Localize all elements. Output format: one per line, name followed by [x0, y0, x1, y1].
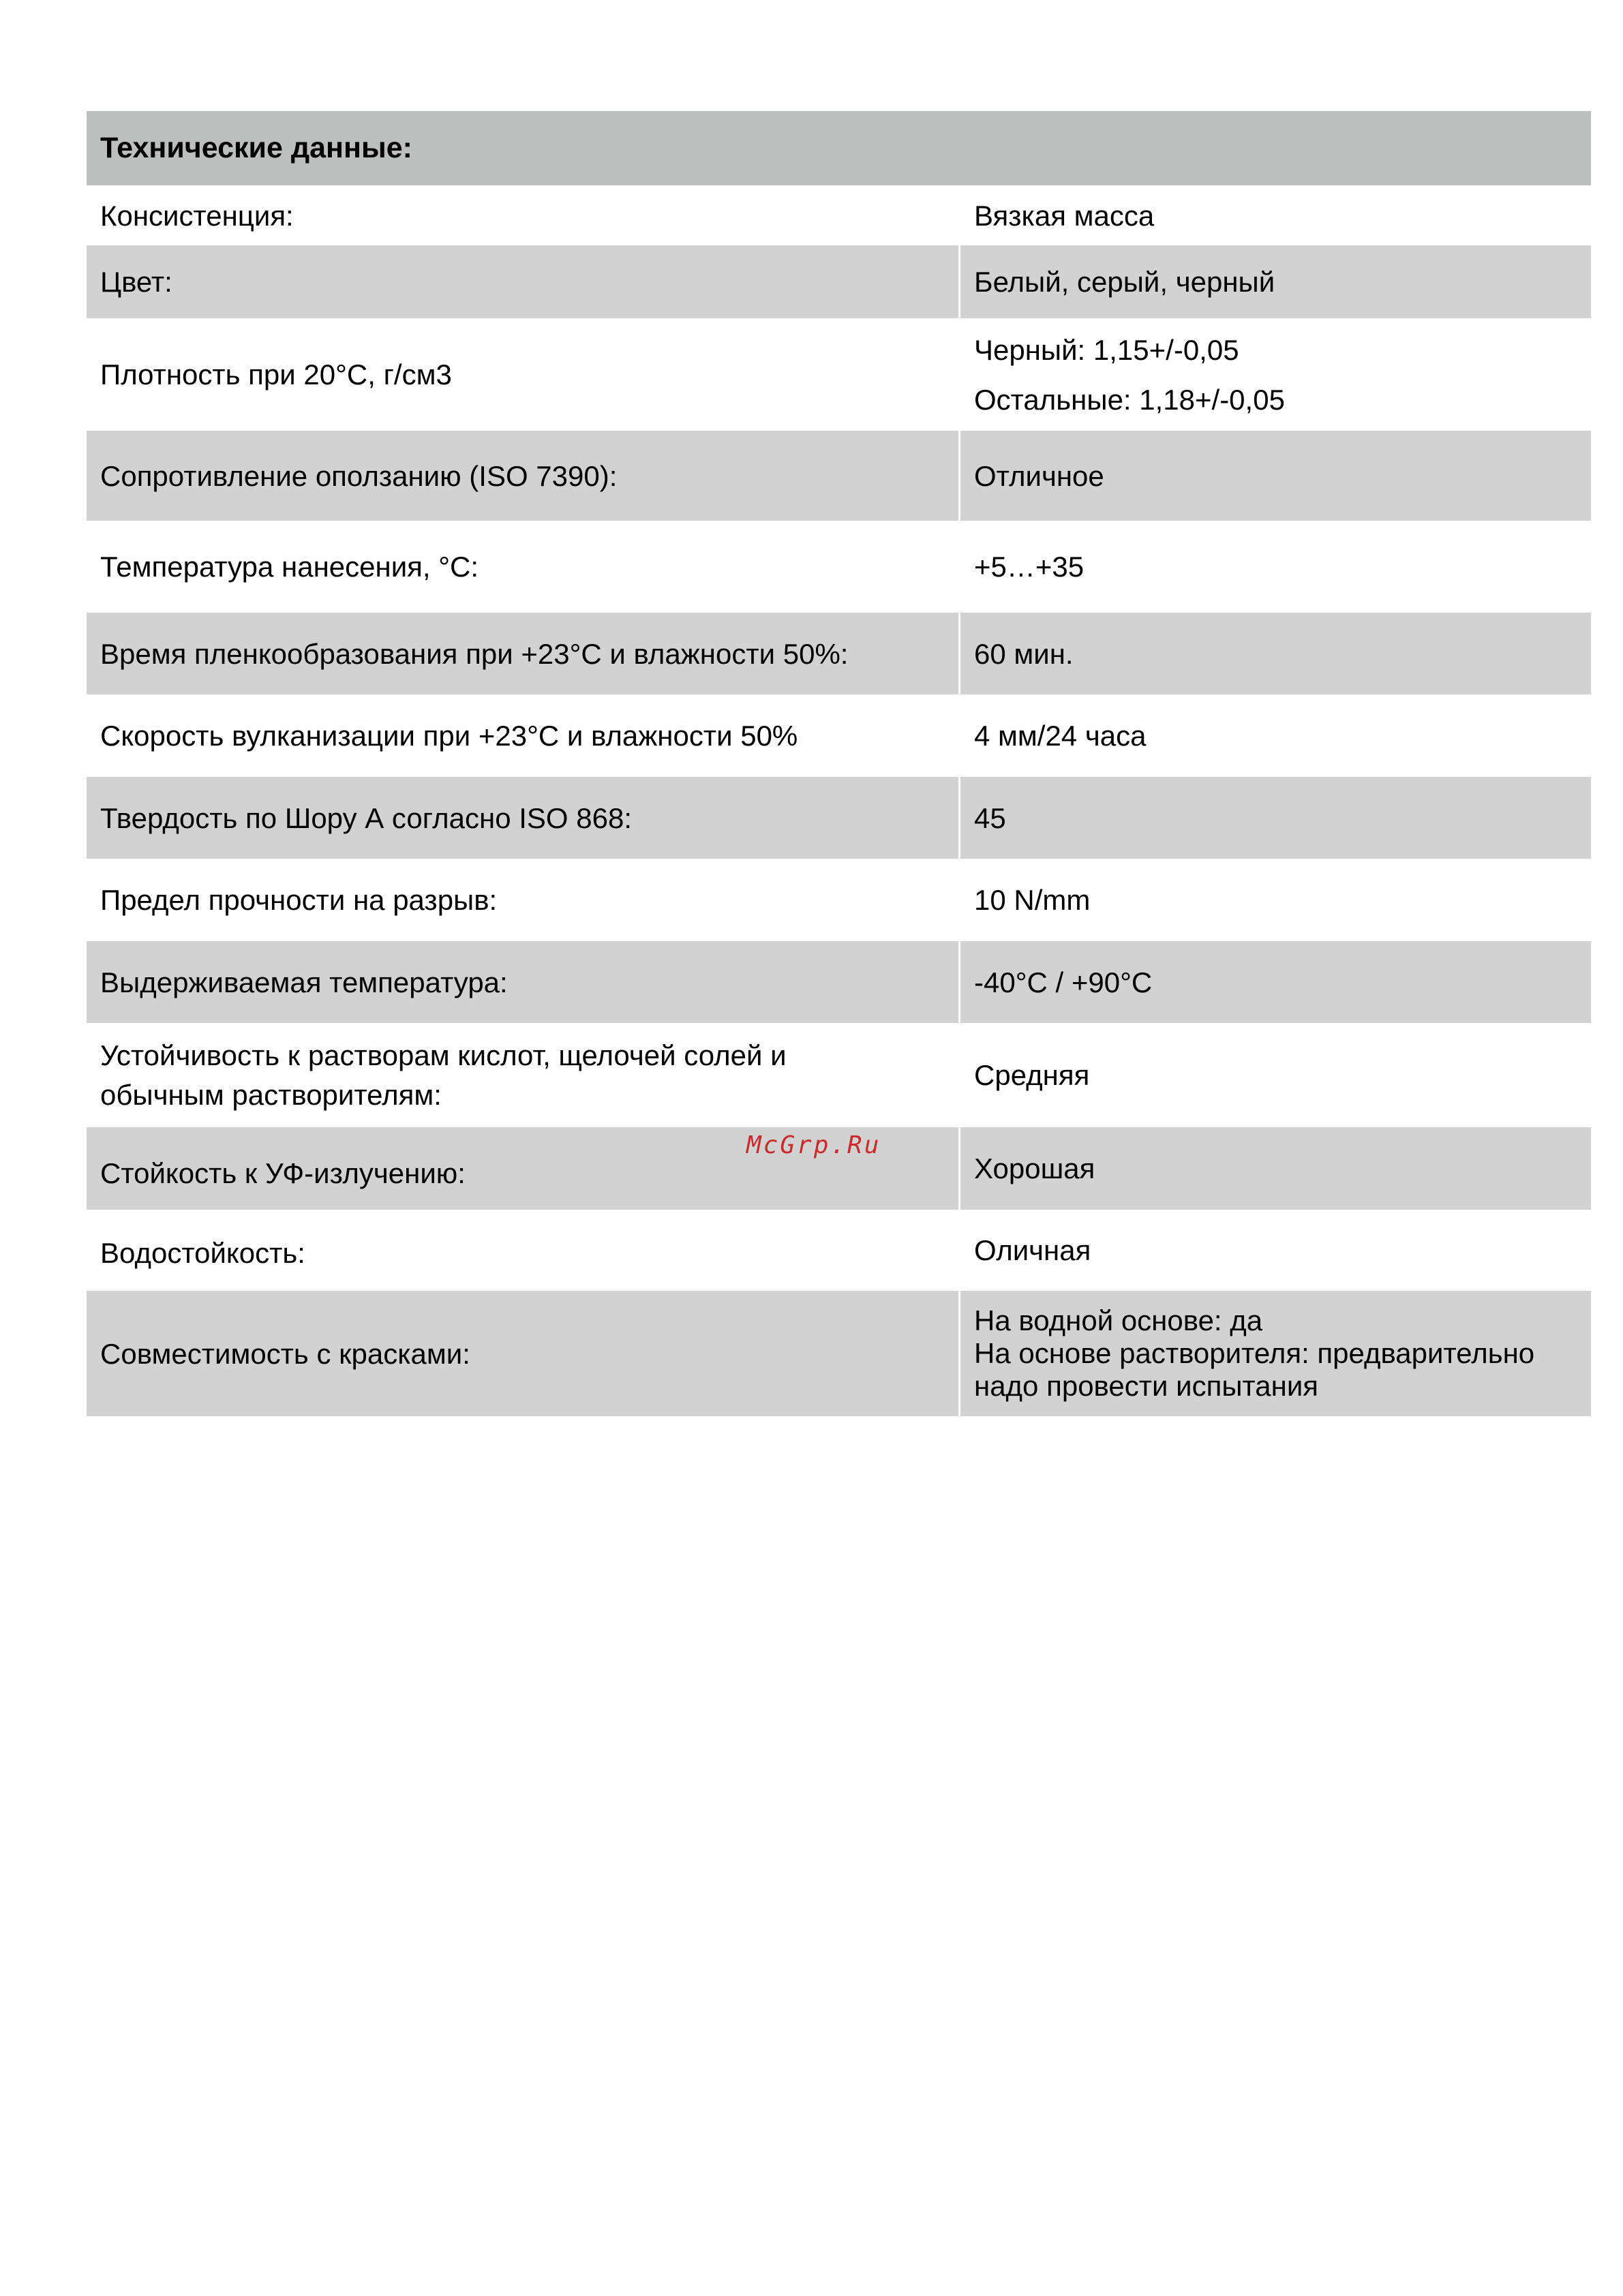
- table-row: [87, 521, 1591, 613]
- row-value: [960, 245, 1591, 318]
- table-row: [87, 694, 1591, 777]
- row-label: Скорость вулканизации при +23°C и влажности 50%: [100, 720, 798, 752]
- row-value: [960, 941, 1591, 1023]
- watermark: McGrp.Ru: [746, 1131, 881, 1159]
- row-value: [960, 694, 1591, 777]
- technical-data-table: [87, 111, 1591, 1416]
- row-value: [960, 1291, 1591, 1416]
- row-value-line: 4 мм/24 часа: [974, 720, 1147, 752]
- row-value: [960, 613, 1591, 694]
- table-row: [87, 941, 1591, 1023]
- row-value-line: Оличная: [974, 1234, 1091, 1266]
- table-row: [87, 245, 1591, 318]
- row-label-line: обычным растворителям:: [100, 1079, 442, 1111]
- row-value-line: Остальные: 1,18+/-0,05: [974, 383, 1285, 416]
- row-label-line: Устойчивость к растворам кислот, щелочей солей и: [100, 1039, 787, 1071]
- row-label-text: Стойкость к УФ-излучению:: [100, 1157, 466, 1189]
- row-value: [960, 318, 1591, 431]
- row-label: [87, 1023, 960, 1127]
- row-label: Цвет:: [87, 245, 960, 318]
- row-label: Совместимость с красками:: [87, 1291, 960, 1416]
- table-title: Технические данные:: [87, 111, 1591, 185]
- row-value: [960, 859, 1591, 941]
- table-row: [87, 1023, 1591, 1127]
- table-row: [87, 613, 1591, 694]
- table-row: [87, 185, 1591, 245]
- row-value-line: Белый, серый, черный: [974, 266, 1275, 298]
- row-label: Время пленкообразования при +23°C и влажности 50%:: [87, 613, 960, 694]
- row-label: Консистенция:: [100, 199, 294, 232]
- row-value-line: Хорошая: [974, 1152, 1095, 1184]
- table-row: [87, 1210, 1591, 1291]
- row-label: Твердость по Шору А согласно ISO 868:: [87, 777, 960, 859]
- row-value: [960, 777, 1591, 859]
- row-label-text: Водостойкость:: [100, 1237, 305, 1269]
- row-label: Предел прочности на разрыв:: [100, 884, 498, 916]
- row-value-line: 60 мин.: [974, 637, 1074, 670]
- row-value-line: +5…+35: [974, 551, 1084, 583]
- table-row: [87, 777, 1591, 859]
- table-row: [87, 318, 1591, 431]
- row-label: Плотность при 20°C, г/см3: [100, 358, 452, 391]
- row-value-line: На основе растворителя: предварительно: [974, 1337, 1535, 1369]
- row-value-line: -40°C / +90°C: [974, 966, 1153, 998]
- row-value: [960, 1023, 1591, 1127]
- row-value: [960, 521, 1591, 613]
- row-label: Температура нанесения, °C:: [100, 551, 479, 583]
- table-row: [87, 859, 1591, 941]
- row-value-line: На водной основе: да: [974, 1304, 1263, 1336]
- row-value: [960, 431, 1591, 521]
- table-row: [87, 1291, 1591, 1416]
- row-value: [960, 1210, 1591, 1291]
- row-label: Сопротивление оползанию (ISO 7390):: [87, 431, 960, 521]
- row-label: Выдерживаемая температура:: [87, 941, 960, 1023]
- row-label: [87, 1210, 960, 1291]
- row-value-line: Отличное: [974, 459, 1104, 492]
- row-value-line: Черный: 1,15+/-0,05: [974, 333, 1239, 366]
- row-value-line: Вязкая масса: [974, 199, 1155, 232]
- row-value: [960, 185, 1591, 245]
- row-value-line: Средняя: [974, 1059, 1090, 1091]
- row-value-line: 10 N/mm: [974, 884, 1091, 916]
- table-row: [87, 431, 1591, 521]
- row-value-line: 45: [974, 801, 1006, 834]
- row-value: [960, 1127, 1591, 1210]
- row-value-line: надо провести испытания: [974, 1370, 1319, 1402]
